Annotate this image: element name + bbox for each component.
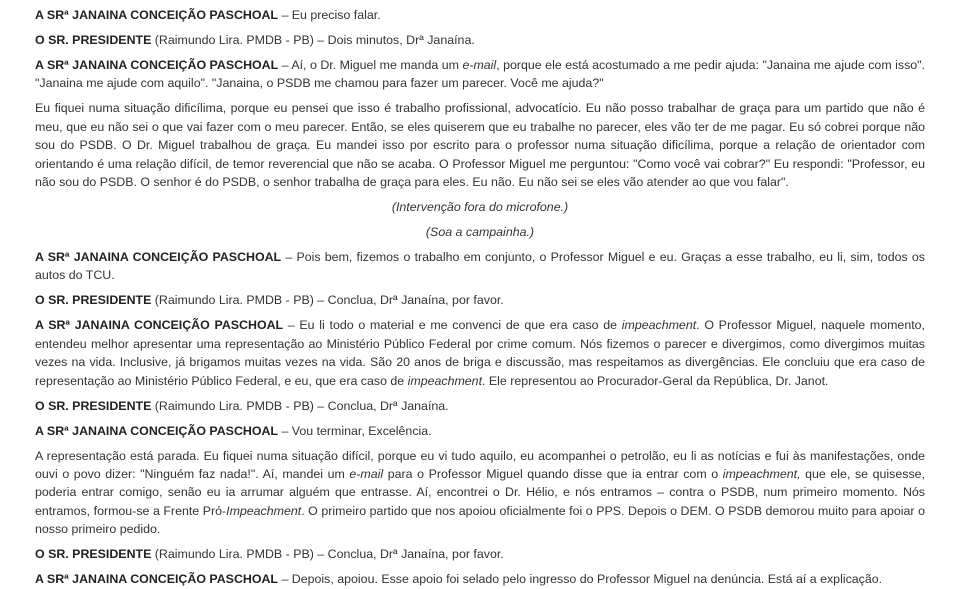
speaker-name: A SRª JANAINA CONCEIÇÃO PASCHOAL	[35, 572, 279, 587]
paragraph-text: para o Professor Miguel quando disse que ia entrar com o	[383, 467, 723, 482]
paragraph-text: – Aí, o Dr. Miguel me manda um	[278, 58, 463, 72]
speaker-name: O SR. PRESIDENTE	[35, 293, 152, 308]
paragraph-text: que ele, se quisesse, poderia entrar comigo, senão eu ia arrumar alguém que entrasse. Aí, encontrei o Dr. Hélio, e nós entramos – contra o PSDB, num primeiro momento. Nós entramos, formou-se a Frente Pró-	[35, 467, 925, 518]
paragraph-text: . Ele representou ao Procurador-Geral da República, Dr. Janot.	[482, 373, 829, 388]
paragraph-text: – Depois, apoiou. Esse apoio foi selado pelo ingresso do Professor Miguel na denúncia. Está aí a explicação.	[278, 572, 883, 587]
paragraph-text: – Pois bem, fizemos o trabalho em conjunto, o Professor Miguel e eu. Graças a esse trabalho, eu li, sim, todos os autos do TCU.	[35, 250, 925, 283]
speaker-name: A SRª JANAINA CONCEIÇÃO PASCHOAL	[35, 58, 279, 72]
speech-paragraph	[35, 56, 925, 93]
paragraph-text: Eu fiquei numa situação dificílima, porque eu pensei que isso é trabalho profissional, advocatício. Eu não posso trabalhar de graça para um partido que não é meu, que eu não sei o que vai fazer com o meu parecer. Então, se eles quiserem que eu trabalhe no parecer, eles vão ter de me pagar. Eu só cobrei porque não sou do PSDB. O Dr. Miguel trabalhou de graça. Eu mandei isso por escrito para o professor numa situação dificílima, porque a relação de orientador com orientando é uma relação difícil, de temor reverencial que não se acaba. O Professor Miguel me perguntou: "Como você vai cobrar?" Eu respondi: "Professor, eu não sou do PSDB. O senhor é do PSDB, o senhor trabalha de graça para eles. Eu não. Eu não sei se eles vão atender ao que vou falar".	[35, 101, 925, 190]
paragraph-text: . O primeiro partido que nos apoiou oficialmente foi o PPS. Depois o DEM. O PSDB demorou muito para apoiar o nosso primeiro pedido.	[35, 503, 925, 537]
speech-paragraph	[35, 6, 925, 24]
italic-term: e-mail	[462, 58, 497, 72]
paragraph-text: (Raimundo Lira. PMDB - PB) – Conclua, Drª Janaína, por favor.	[151, 547, 504, 562]
speech-paragraph	[35, 570, 925, 588]
paragraph-text: A representação está parada. Eu fiquei numa situação difícil, porque eu vi tudo aquilo, eu acompanhei o petrolão, eu li as notícias e fui às manifestações, onde ouvi o povo dizer: "Ninguém faz nada!". Aí, mandei um	[35, 448, 925, 482]
text-paragraph	[35, 447, 925, 539]
paragraph-text: – Vou terminar, Excelência.	[278, 423, 432, 438]
paragraph-text: – Eu li todo o material e me convenci de que era caso de	[283, 318, 622, 333]
speaker-name: A SRª JANAINA CONCEIÇÃO PASCHOAL	[35, 423, 279, 438]
speech-paragraph	[35, 422, 925, 440]
stage-direction	[35, 198, 925, 216]
paragraph-text: (Intervenção fora do microfone.)	[391, 200, 569, 215]
speaker-name: A SRª JANAINA CONCEIÇÃO PASCHOAL	[35, 8, 279, 22]
speaker-name: O SR. PRESIDENTE	[35, 547, 152, 562]
italic-term: impeachment	[621, 318, 697, 333]
speaker-name: O SR. PRESIDENTE	[35, 398, 152, 413]
speech-paragraph	[35, 291, 925, 309]
italic-term: impeachment,	[722, 467, 801, 482]
speaker-name: O SR. PRESIDENTE	[35, 33, 152, 47]
speech-paragraph	[35, 31, 925, 49]
italic-term: impeachment	[407, 373, 483, 388]
paragraph-text: (Raimundo Lira. PMDB - PB) – Conclua, Drª Janaína.	[151, 398, 449, 413]
speech-paragraph	[35, 545, 925, 563]
speech-paragraph	[35, 397, 925, 415]
paragraph-text: (Soa a campainha.)	[425, 225, 535, 240]
speech-paragraph	[35, 248, 925, 285]
stage-direction	[35, 223, 925, 241]
paragraph-text: (Raimundo Lira. PMDB - PB) – Conclua, Drª Janaína, por favor.	[151, 293, 504, 308]
speaker-name: A SRª JANAINA CONCEIÇÃO PASCHOAL	[35, 250, 282, 265]
speaker-name: A SRª JANAINA CONCEIÇÃO PASCHOAL	[35, 318, 284, 333]
italic-term: e-mail	[349, 467, 384, 482]
text-paragraph	[35, 99, 925, 191]
speech-paragraph	[35, 316, 925, 390]
paragraph-text: (Raimundo Lira. PMDB - PB) – Dois minutos, Drª Janaína.	[151, 33, 475, 47]
paragraph-text: . O Professor Miguel, naquele momento, entendeu melhor apresentar uma representação ao Ministério Público Federal por crime comum. Nós fizemos o parecer e divergimos, como divergimos muitas vezes na vida. Inclusive, já brigamos muitas vezes na vida. São 20 anos de briga e discussão, mas respeitamos as divergências. Ele concluiu que era caso de representação ao Ministério Público Federal, e eu, que era caso de	[35, 318, 925, 388]
paragraph-text: – Eu preciso falar.	[278, 8, 381, 22]
paragraph-text: , porque ele está acostumado a me pedir ajuda: "Janaina me ajude com isso". "Janaina me ajude com aquilo". "Janaina, o PSDB me chamou para fazer um parecer. Você me ajuda?"	[35, 58, 925, 91]
italic-term: Impeachment	[226, 503, 302, 518]
